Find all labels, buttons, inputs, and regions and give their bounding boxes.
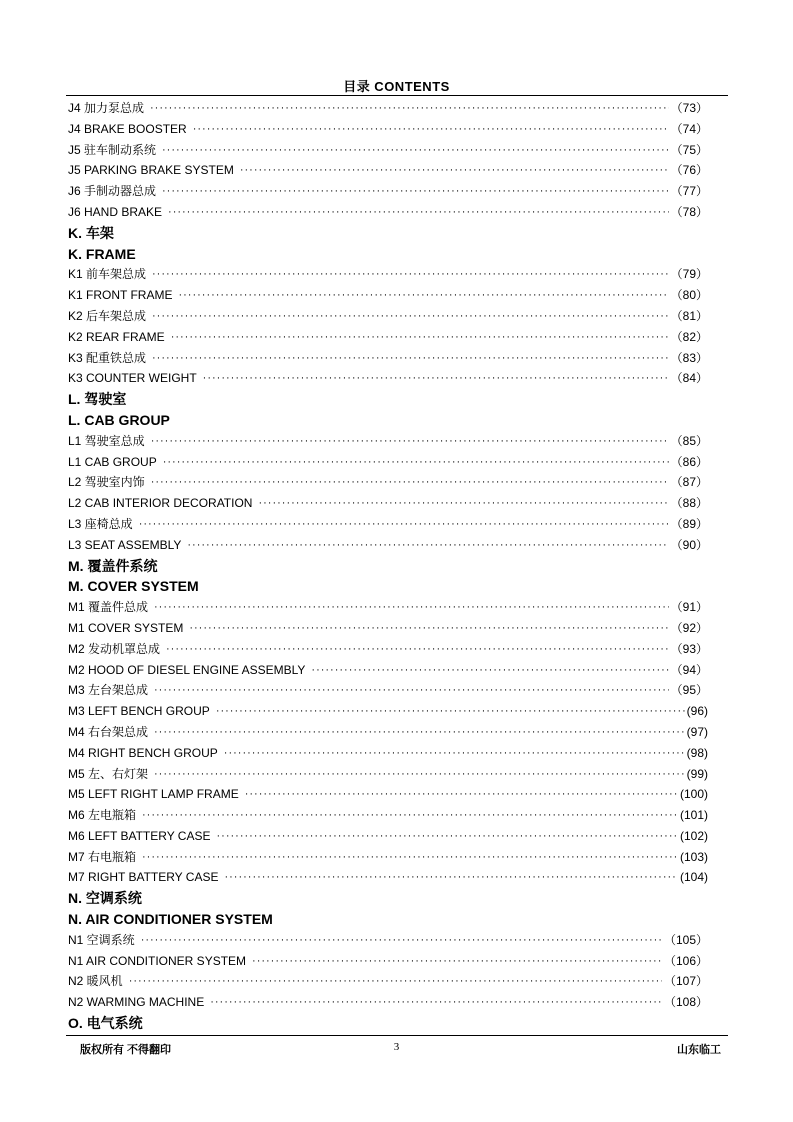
toc-entry[interactable] (68, 140, 708, 161)
toc-page-number: （83） (670, 350, 708, 365)
toc-page-number: (101) (679, 808, 708, 823)
toc-page-number: （92） (670, 620, 708, 635)
toc-entry[interactable] (68, 805, 708, 826)
toc-entry[interactable] (68, 431, 708, 452)
toc-page-number: （76） (670, 163, 708, 178)
dot-leader (151, 431, 669, 452)
toc-entry-label: L3 SEAT ASSEMBLY (68, 537, 182, 552)
dot-leader (163, 452, 669, 473)
toc-entry-label: M4 RIGHT BENCH GROUP (68, 745, 218, 760)
toc-entry-label: N1 空调系统 (68, 932, 135, 947)
toc-entry[interactable] (68, 971, 708, 992)
toc-page-number: （85） (670, 433, 708, 448)
toc-entry[interactable] (68, 951, 708, 972)
toc-entry[interactable] (68, 98, 708, 119)
toc-page-number: （94） (670, 662, 708, 677)
toc-section-heading (68, 556, 708, 577)
toc-section-heading (68, 576, 708, 597)
dot-leader (171, 327, 669, 348)
toc-entry-label: M4 右台架总成 (68, 724, 149, 739)
toc-entry[interactable] (68, 660, 708, 681)
toc-entry-label: K3 COUNTER WEIGHT (68, 371, 197, 386)
toc-page-number: （80） (670, 288, 708, 303)
toc-entry-label: L1 CAB GROUP (68, 454, 157, 469)
toc-page-number: (97) (686, 724, 708, 739)
toc-page-number: （86） (670, 454, 708, 469)
toc-entry[interactable] (68, 493, 708, 514)
toc-entry-label: K. FRAME (68, 245, 136, 262)
toc-entry-label: M7 右电瓶箱 (68, 849, 137, 864)
dot-leader (162, 140, 669, 161)
toc-section-heading (68, 1013, 708, 1034)
toc-entry-label: L. 驾驶室 (68, 391, 127, 408)
toc-entry[interactable] (68, 743, 708, 764)
copyright-notice: 版权所有 不得翻印 (80, 1044, 172, 1056)
toc-entry-label: M5 LEFT RIGHT LAMP FRAME (68, 787, 239, 802)
dot-leader (224, 867, 678, 888)
toc-page-number: (96) (686, 704, 708, 719)
toc-entry[interactable] (68, 597, 708, 618)
toc-page-number: (104) (679, 870, 708, 885)
footer-divider (66, 1035, 728, 1036)
toc-page-number: (98) (686, 745, 708, 760)
toc-entry[interactable] (68, 847, 708, 868)
toc-page-number: （78） (670, 204, 708, 219)
toc-entry[interactable] (68, 348, 708, 369)
dot-leader (240, 160, 669, 181)
toc-page-number: （74） (670, 121, 708, 136)
toc-entry-label: M2 HOOD OF DIESEL ENGINE ASSEMBLY (68, 662, 306, 677)
toc-entry[interactable] (68, 639, 708, 660)
dot-leader (252, 951, 662, 972)
toc-page-number: （105） (663, 932, 708, 947)
toc-section-heading (68, 410, 708, 431)
dot-leader (129, 971, 662, 992)
toc-entry[interactable] (68, 784, 708, 805)
toc-entry-label: M1 COVER SYSTEM (68, 620, 184, 635)
toc-entry[interactable] (68, 306, 708, 327)
toc-section-heading (68, 909, 708, 930)
toc-entry-label: N. AIR CONDITIONER SYSTEM (68, 911, 273, 928)
toc-entry[interactable] (68, 181, 708, 202)
toc-entry-label: M. COVER SYSTEM (68, 578, 199, 595)
toc-entry[interactable] (68, 160, 708, 181)
toc-entry-label: J4 BRAKE BOOSTER (68, 121, 187, 136)
toc-entry[interactable] (68, 764, 708, 785)
toc-entry-label: J4 加力泵总成 (68, 101, 145, 115)
dot-leader (216, 701, 685, 722)
toc-entry-label: K3 配重铁总成 (68, 350, 147, 365)
toc-entry-label: J6 手制动器总成 (68, 184, 157, 199)
toc-entry-label: J5 PARKING BRAKE SYSTEM (68, 163, 234, 178)
dot-leader (166, 639, 669, 660)
toc-section-heading (68, 244, 708, 265)
dot-leader (210, 992, 662, 1013)
toc-page-number: (99) (686, 766, 708, 781)
dot-leader (154, 597, 669, 618)
toc-page-number: (102) (679, 828, 708, 843)
toc-entry-label: J6 HAND BRAKE (68, 204, 163, 219)
toc-entry[interactable] (68, 680, 708, 701)
toc-entry-label: M6 LEFT BATTERY CASE (68, 828, 211, 843)
dot-leader (224, 743, 685, 764)
dot-leader (150, 98, 669, 119)
toc-page-number: （79） (670, 267, 708, 282)
toc-entry-label: M6 左电瓶箱 (68, 808, 137, 823)
toc-page-number: （77） (670, 184, 708, 199)
toc-entry-label: K2 后车架总成 (68, 308, 147, 323)
toc-page-number: （95） (670, 683, 708, 698)
toc-page-number: (100) (679, 787, 708, 802)
toc-entry-label: K1 FRONT FRAME (68, 288, 173, 303)
toc-entry[interactable] (68, 930, 708, 951)
header-divider (66, 95, 728, 96)
toc-entry[interactable] (68, 722, 708, 743)
toc-entry-label: M2 发动机罩总成 (68, 641, 161, 656)
toc-entry-label: L. CAB GROUP (68, 411, 170, 428)
toc-entry-label: M3 左台架总成 (68, 683, 149, 698)
toc-page-number: （82） (670, 329, 708, 344)
toc-page-number: （73） (670, 101, 708, 115)
dot-leader (311, 660, 668, 681)
toc-entry[interactable] (68, 867, 708, 888)
toc-section-heading (68, 223, 708, 244)
toc-entry-label: N. 空调系统 (68, 890, 142, 907)
dot-leader (152, 306, 669, 327)
toc-entry[interactable] (68, 535, 708, 556)
toc-entry[interactable] (68, 826, 708, 847)
toc-entry-label: N1 AIR CONDITIONER SYSTEM (68, 953, 247, 968)
toc-entry-label: L1 驾驶室总成 (68, 433, 145, 448)
toc-section-heading (68, 888, 708, 909)
toc-section-heading (68, 389, 708, 410)
dot-leader (193, 119, 669, 140)
page-number: 3 (393, 1041, 400, 1053)
toc-page-number: （88） (670, 496, 708, 511)
toc-entry[interactable] (68, 202, 708, 223)
toc-entry-label: N2 WARMING MACHINE (68, 995, 205, 1010)
toc-entry[interactable] (68, 514, 708, 535)
dot-leader (142, 805, 678, 826)
toc-page-number: （81） (670, 308, 708, 323)
toc-entry[interactable] (68, 992, 708, 1013)
dot-leader (152, 264, 669, 285)
toc-page-number: （90） (670, 537, 708, 552)
toc-entry-label: M7 RIGHT BATTERY CASE (68, 870, 219, 885)
toc-page-number: （84） (670, 371, 708, 386)
toc-entry[interactable] (68, 701, 708, 722)
toc-entry-label: M5 左、右灯架 (68, 766, 149, 781)
dot-leader (154, 722, 685, 743)
page-title: 目录 CONTENTS (343, 79, 450, 94)
toc-entry-label: L3 座椅总成 (68, 516, 133, 531)
dot-leader (141, 930, 662, 951)
toc-page-number: （89） (670, 516, 708, 531)
toc-entry[interactable] (68, 119, 708, 140)
dot-leader (151, 472, 669, 493)
toc-entry-label: K1 前车架总成 (68, 267, 147, 282)
dot-leader (258, 493, 668, 514)
toc-entry-label: M3 LEFT BENCH GROUP (68, 704, 210, 719)
toc-entry-label: K2 REAR FRAME (68, 329, 165, 344)
toc-entry-label: J5 驻车制动系统 (68, 142, 157, 157)
dot-leader (152, 348, 669, 369)
dot-leader (139, 514, 669, 535)
toc-entry[interactable] (68, 618, 708, 639)
dot-leader (154, 764, 685, 785)
toc-page-number: （106） (663, 953, 708, 968)
toc-entry[interactable] (68, 285, 708, 306)
dot-leader (178, 285, 668, 306)
company-name: 山东临工 (677, 1044, 721, 1056)
dot-leader (162, 181, 669, 202)
toc-page-number: （75） (670, 142, 708, 157)
toc-entry-label: M1 覆盖件总成 (68, 600, 149, 615)
dot-leader (189, 618, 668, 639)
toc-entry-label: N2 暖风机 (68, 974, 123, 989)
toc-entry-label: K. 车架 (68, 224, 114, 241)
toc-entry[interactable] (68, 327, 708, 348)
toc-page-number: (103) (679, 849, 708, 864)
toc-page-number: （87） (670, 475, 708, 490)
toc-entry[interactable] (68, 452, 708, 473)
toc-page-number: （108） (663, 995, 708, 1010)
toc-entry-label: O. 电气系统 (68, 1015, 143, 1032)
toc-page-number: （107） (663, 974, 708, 989)
dot-leader (168, 202, 669, 223)
dot-leader (154, 680, 669, 701)
toc-entry-label: L2 CAB INTERIOR DECORATION (68, 496, 253, 511)
toc-page-number: （91） (670, 600, 708, 615)
toc-entry[interactable] (68, 368, 708, 389)
dot-leader (142, 847, 678, 868)
dot-leader (187, 535, 668, 556)
toc-entry[interactable] (68, 264, 708, 285)
dot-leader (203, 368, 669, 389)
toc-entry[interactable] (68, 472, 708, 493)
dot-leader (245, 784, 678, 805)
toc-page-number: （93） (670, 641, 708, 656)
dot-leader (217, 826, 678, 847)
toc-entry-label: L2 驾驶室内饰 (68, 475, 145, 490)
table-of-contents (68, 98, 708, 1034)
toc-entry-label: M. 覆盖件系统 (68, 557, 158, 574)
